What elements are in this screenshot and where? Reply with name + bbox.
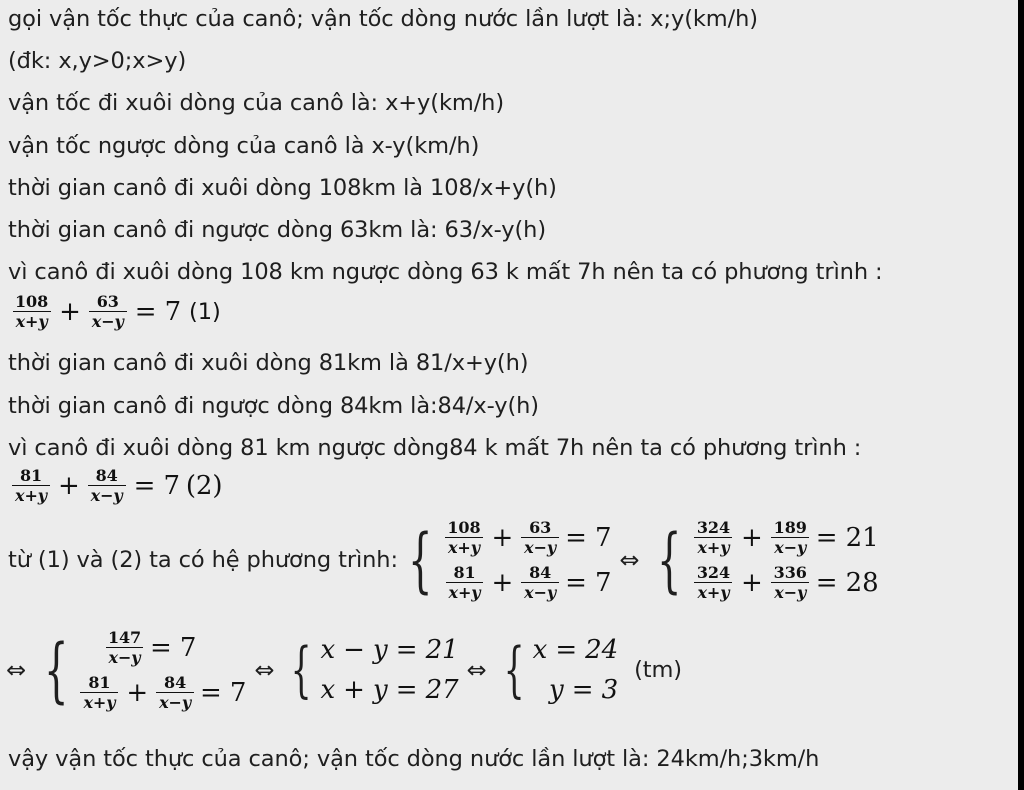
system-intro: từ (1) và (2) ta có hệ phương trình: <box>8 547 398 573</box>
system-b: { $\frac{324}{x+y}$ + $\frac{189}{x-y}$ = 21 $\frac{324}{x+y}$ + $\frac{336}{x-y}$ = 28 <box>657 518 879 602</box>
system-e: { x = 24 y = 3 <box>503 635 619 705</box>
system-d: { x − y = 21 x + y = 27 <box>290 635 459 705</box>
text-line-10: vì canô đi xuôi dòng 81 km ngược dòng84 k mất 7h nên ta có phương trình : <box>8 435 862 461</box>
text-line-9: thời gian canô đi ngược dòng 84km là:84/x-y(h) <box>8 393 539 419</box>
fraction: $\frac{63}{x-y}$ <box>89 292 127 331</box>
system-c: { $\frac{147}{x-y}$ = 7 $\frac{81}{x+y}$ + $\frac{84}{x-y}$ = 7 <box>44 628 247 712</box>
fraction: $\frac{84}{x-y}$ <box>88 466 126 505</box>
valid-mark: (tm) <box>634 657 682 683</box>
equivalence-icon: ⇔ <box>466 656 487 684</box>
text-line-4: vận tốc ngược dòng của canô là x-y(km/h) <box>8 133 480 159</box>
text-line-5: thời gian canô đi xuôi dòng 108km là 108/x+y(h) <box>8 175 557 201</box>
fraction: $\frac{81}{x+y}$ <box>12 466 50 505</box>
text-line-2: (đk: x,y>0;x>y) <box>8 48 187 74</box>
text-line-1: gọi vận tốc thực của canô; vận tốc dòng nước lần lượt là: x;y(km/h) <box>8 6 758 32</box>
fraction: $\frac{108}{x+y}$ <box>12 292 51 331</box>
text-line-7: vì canô đi xuôi dòng 108 km ngược dòng 63 k mất 7h nên ta có phương trình : <box>8 259 883 285</box>
equation-2: $\frac{81}{x+y}$ + $\frac{84}{x-y}$ = 7 (2) <box>10 466 222 505</box>
system-a: { $\frac{108}{x+y}$ + $\frac{63}{x-y}$ = 7 $\frac{81}{x+y}$ + $\frac{84}{x-y}$ = 7 <box>407 518 612 602</box>
equivalence-icon: ⇔ <box>619 546 640 574</box>
conclusion-line: vậy vận tốc thực của canô; vận tốc dòng nước lần lượt là: 24km/h;3km/h <box>8 746 820 772</box>
equivalence-icon: ⇔ <box>254 656 275 684</box>
system-line-1 <box>8 518 879 602</box>
equivalence-icon: ⇔ <box>6 656 27 684</box>
text-line-3: vận tốc đi xuôi dòng của canô là: x+y(km/h) <box>8 90 505 116</box>
text-line-8: thời gian canô đi xuôi dòng 81km là 81/x+y(h) <box>8 350 529 376</box>
system-line-2 <box>6 628 682 712</box>
text-line-6: thời gian canô đi ngược dòng 63km là: 63/x-y(h) <box>8 217 547 243</box>
equation-1: $\frac{108}{x+y}$ + $\frac{63}{x-y}$ = 7 (1) <box>10 292 221 331</box>
